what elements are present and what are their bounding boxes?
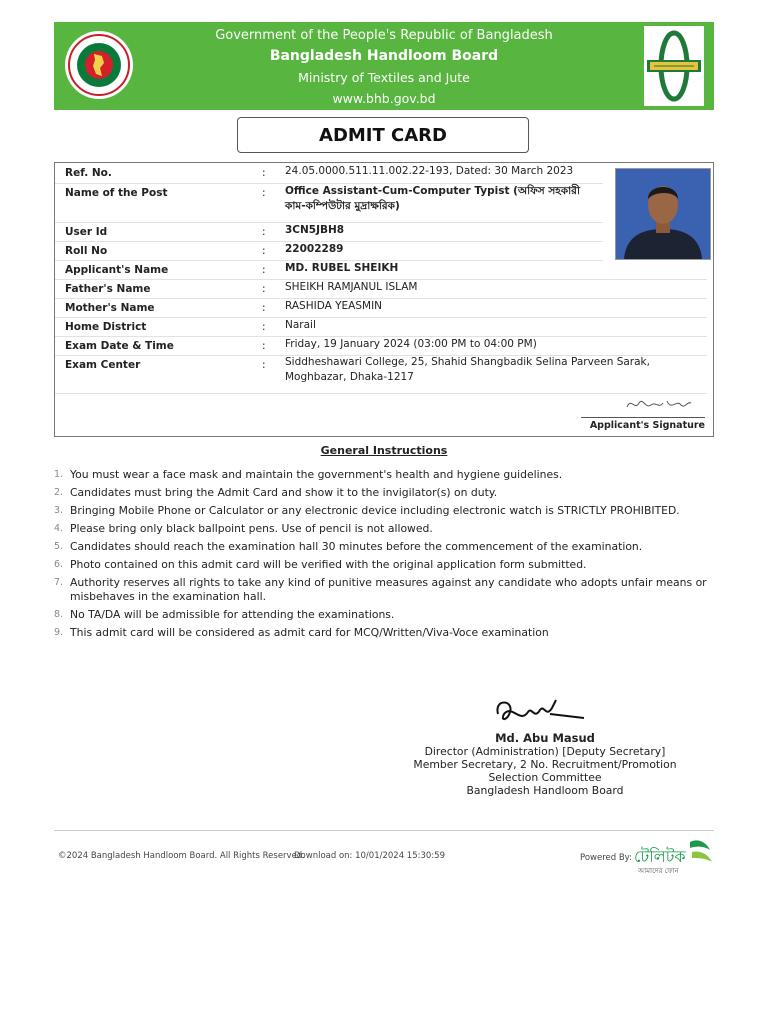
instruction-text: No TA/DA will be admissible for attending the examinations. <box>70 607 395 621</box>
detail-colon: : <box>262 359 266 371</box>
header-organization-name: Bangladesh Handloom Board <box>269 48 499 64</box>
detail-label: Mother's Name <box>65 302 155 314</box>
detail-value: Narail <box>285 319 316 331</box>
detail-value: Siddheshawari College, 25, Shahid Shangbadik Selina Parveen Sarak, Moghbazar, Dhaka-1217 <box>285 356 650 383</box>
header-government-line: Government of the People's Republic of Bangladesh <box>215 28 553 43</box>
detail-colon: : <box>262 226 266 238</box>
instruction-number: 7. <box>54 577 64 588</box>
detail-row <box>55 241 603 261</box>
authority-signature-icon <box>490 694 590 730</box>
detail-value: Friday, 19 January 2024 (03:00 PM to 04:00 PM) <box>285 338 537 350</box>
instruction-item <box>54 626 719 640</box>
detail-value: 3CN5JBH8 <box>285 224 345 236</box>
applicant-details-card <box>54 162 714 437</box>
detail-label: Exam Date & Time <box>65 340 174 352</box>
detail-label: Applicant's Name <box>65 264 169 276</box>
detail-value: 24.05.0000.511.11.002.22-193, Dated: 30 March 2023 <box>285 165 574 177</box>
instruction-number: 9. <box>54 626 64 638</box>
detail-row <box>55 336 707 356</box>
detail-value: Office Assistant-Cum-Computer Typist (অফিস সহকারী কাম-কম্পিউটার মুদ্রাক্ষরিক) <box>285 185 580 212</box>
detail-colon: : <box>262 245 266 257</box>
detail-row <box>55 317 707 337</box>
instruction-number: 8. <box>54 608 64 620</box>
detail-colon: : <box>262 283 266 295</box>
instruction-item <box>54 576 719 603</box>
signer-committee: Selection Committee <box>488 771 602 784</box>
svg-text:আমাদের ফোন: আমাদের ফোন <box>638 867 679 875</box>
instruction-text: Bringing Mobile Phone or Calculator or any electronic device including electronic watch is STRICTLY PROHIBITED. <box>70 504 680 517</box>
instruction-item <box>54 522 719 536</box>
detail-colon: : <box>262 340 266 352</box>
teletalk-logo-icon <box>634 836 714 876</box>
detail-value: 22002289 <box>285 243 344 255</box>
instruction-item <box>54 486 719 500</box>
instruction-number: 6. <box>54 559 64 570</box>
detail-label: Home District <box>65 321 147 333</box>
instruction-text: Candidates should reach the examination hall 30 minutes before the commencement of the examination. <box>70 540 643 553</box>
applicant-signature-icon <box>623 393 693 415</box>
handloom-board-logo-icon <box>644 26 704 106</box>
instruction-text: Candidates must bring the Admit Card and show it to the invigilator(s) on duty. <box>70 486 498 499</box>
detail-colon: : <box>262 187 266 199</box>
instruction-number: 4. <box>54 523 64 534</box>
instruction-text: This admit card will be considered as admit card for MCQ/Written/Viva-Voce examination <box>70 625 549 639</box>
instruction-item <box>54 608 719 622</box>
signer-role: Member Secretary, 2 No. Recruitment/Promotion <box>413 758 677 771</box>
footer-powered-by: Powered By: <box>580 853 632 863</box>
detail-label: Ref. No. <box>65 167 112 179</box>
svg-text:টেলিটক: টেলিটক <box>634 847 686 866</box>
authority-signature-block <box>400 694 690 797</box>
detail-label: Father's Name <box>65 283 151 295</box>
detail-colon: : <box>262 302 266 314</box>
detail-row <box>55 355 707 394</box>
detail-colon: : <box>262 167 266 179</box>
detail-value: SHEIKH RAMJANUL ISLAM <box>285 281 418 293</box>
instruction-item <box>54 468 719 482</box>
signer-designation: Director (Administration) [Deputy Secretary] <box>424 745 666 758</box>
instruction-number: 5. <box>54 541 64 552</box>
detail-row <box>55 260 707 280</box>
detail-row <box>55 163 603 184</box>
instruction-text: Photo contained on this admit card will be verified with the original application form submitted. <box>70 558 587 571</box>
instruction-text: Authority reserves all rights to take any kind of punitive measures against any candidate who adopts unfair means or misbehaves in the examination hall. <box>70 576 707 603</box>
detail-row <box>55 183 603 223</box>
applicant-photo <box>615 168 711 260</box>
signer-name: Md. Abu Masud <box>495 731 595 745</box>
detail-colon: : <box>262 321 266 333</box>
header-website: www.bhb.gov.bd <box>332 91 436 106</box>
detail-colon: : <box>262 264 266 276</box>
applicant-signature-area <box>585 393 713 433</box>
detail-row <box>55 222 603 242</box>
detail-label: User Id <box>65 226 108 238</box>
applicant-signature-label: Applicant's Signature <box>581 417 705 431</box>
instruction-number: 1. <box>54 469 64 480</box>
detail-row <box>55 279 707 299</box>
instruction-text: You must wear a face mask and maintain the government's health and hygiene guidelines. <box>70 468 563 481</box>
instruction-item <box>54 558 719 572</box>
general-instructions-title: General Instructions <box>320 444 448 457</box>
footer-copyright: ©2024 Bangladesh Handloom Board. All Rights Reserved. <box>58 851 305 861</box>
instruction-text: Please bring only black ballpoint pens. Use of pencil is not allowed. <box>70 522 433 535</box>
admit-card-title: ADMIT CARD <box>237 117 529 153</box>
detail-row <box>55 298 707 318</box>
instructions-list <box>54 468 719 644</box>
detail-label: Name of the Post <box>65 187 168 199</box>
footer-download-time: Download on: 10/01/2024 15:30:59 <box>294 851 445 861</box>
footer-divider <box>54 830 714 831</box>
detail-value: MD. RUBEL SHEIKH <box>285 262 399 274</box>
instruction-item <box>54 504 719 518</box>
signer-organization: Bangladesh Handloom Board <box>466 784 624 797</box>
detail-value: RASHIDA YEASMIN <box>285 300 383 312</box>
detail-label: Exam Center <box>65 359 141 371</box>
instruction-item <box>54 540 719 554</box>
instruction-number: 3. <box>54 505 64 516</box>
instruction-number: 2. <box>54 487 64 498</box>
header-banner <box>54 22 714 110</box>
applicant-portrait-icon <box>616 169 710 259</box>
header-ministry-line: Ministry of Textiles and Jute <box>298 70 470 85</box>
detail-label: Roll No <box>65 245 108 257</box>
